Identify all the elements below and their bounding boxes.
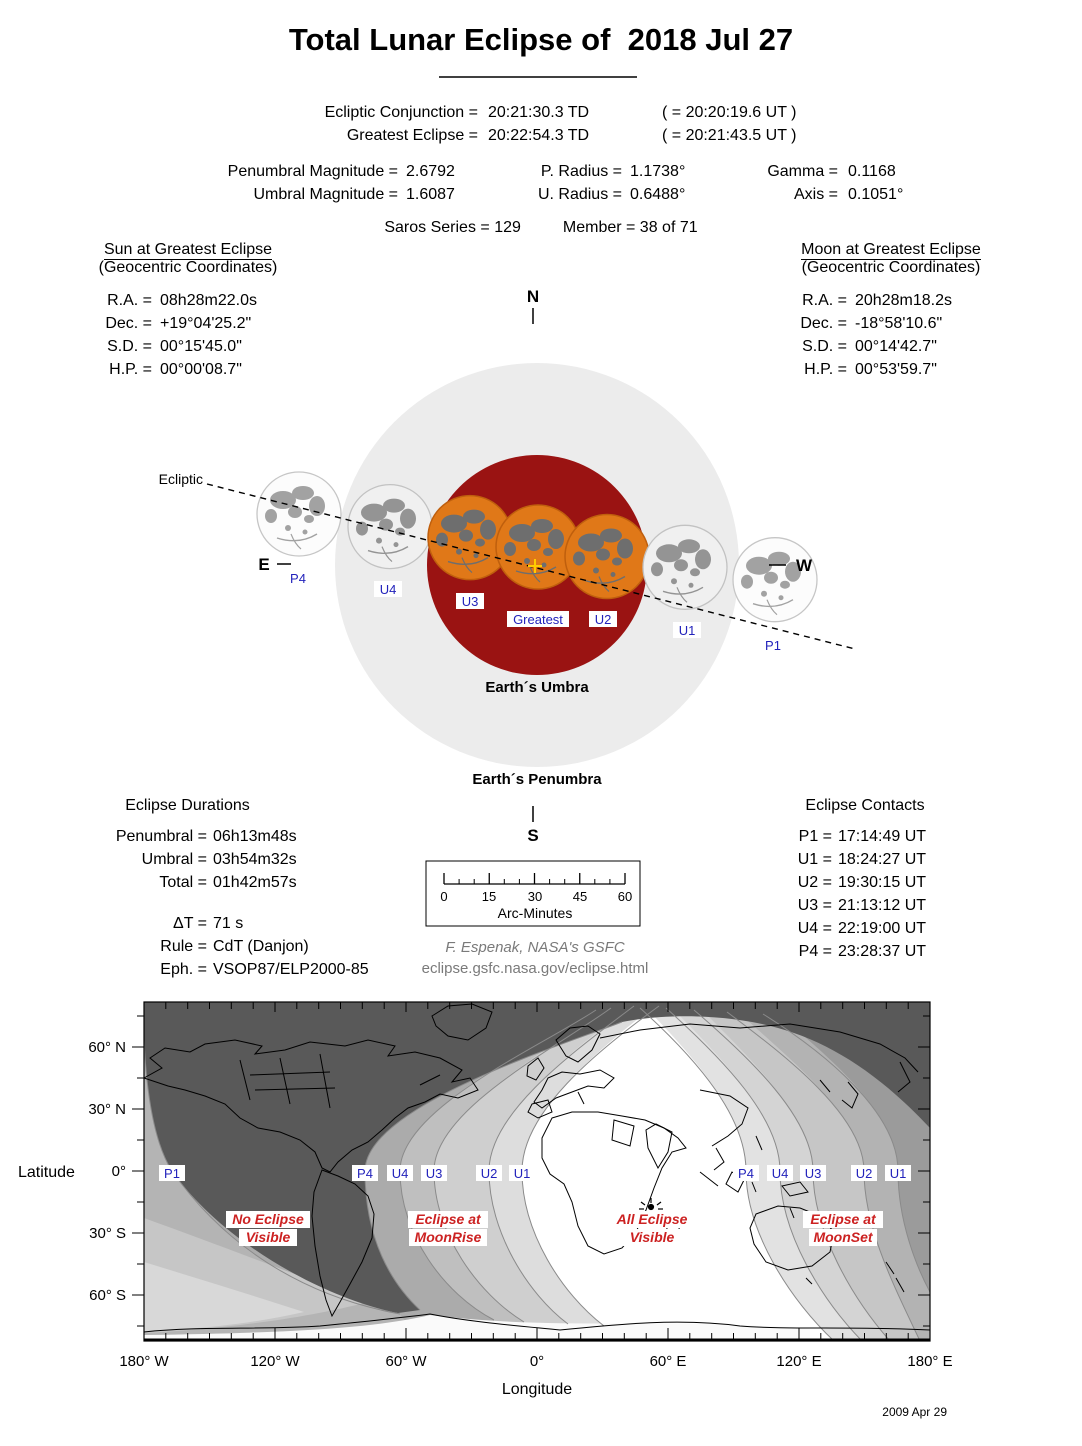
contact-u1-value: 18:24:27 UT xyxy=(838,851,927,868)
saros-series: Saros Series = 129 xyxy=(384,219,521,236)
region-no-eclipse-2: Visible xyxy=(245,1229,291,1245)
gamma-label: Gamma = xyxy=(767,163,838,180)
lat-0: 0° xyxy=(111,1163,126,1180)
ephemeris-rows xyxy=(85,912,369,981)
moon-sd-value: 00°14'42.7" xyxy=(855,338,937,355)
moon-coordinates xyxy=(795,289,1027,381)
sun-sd-label: S.D. = xyxy=(107,338,152,355)
map-label-p4-left: P4 xyxy=(357,1166,373,1181)
moon-p1 xyxy=(733,538,817,622)
region-moonrise-1: Eclipse at xyxy=(415,1211,481,1227)
east-label: E xyxy=(258,555,270,574)
region-all-eclipse-1: All Eclipse xyxy=(616,1211,688,1227)
map-label-u3-right: U3 xyxy=(804,1166,822,1181)
ephemeris-label: Eph. = xyxy=(160,961,207,978)
umbral-duration-label: Umbral = xyxy=(141,851,207,868)
moon-ra-label: R.A. = xyxy=(802,292,847,309)
lon-60e: 60° E xyxy=(649,1353,687,1370)
umbral-magnitude-value: 1.6087 xyxy=(406,186,455,203)
greatest-td: 20:22:54.3 TD xyxy=(488,127,590,144)
penumbral-duration-value: 06h13m48s xyxy=(213,828,297,845)
axis-label: Axis = xyxy=(793,186,838,203)
moon-dec-label: Dec. = xyxy=(800,315,847,332)
ecliptic-label: Ecliptic xyxy=(158,471,203,487)
p-radius-value: 1.1738° xyxy=(630,163,686,180)
moon-ra-value: 20h28m18.2s xyxy=(855,292,952,309)
conjunction-ut: ( = 20:20:19.6 UT ) xyxy=(662,104,797,121)
u-radius-value: 0.6488° xyxy=(630,186,686,203)
south-label: S xyxy=(527,826,539,845)
region-no-eclipse-1: No Eclipse xyxy=(232,1211,304,1227)
page-title: Total Lunar Eclipse of 2018 Jul 27 xyxy=(288,22,794,57)
conjunction-td: 20:21:30.3 TD xyxy=(488,104,590,121)
penumbra-label: Earth´s Penumbra xyxy=(472,771,602,788)
umbral-duration-value: 03h54m32s xyxy=(213,851,297,868)
lon-180e: 180° E xyxy=(907,1353,953,1370)
contact-u2-value: 19:30:15 UT xyxy=(838,874,927,891)
umbral-magnitude-label: Umbral Magnitude = xyxy=(253,186,398,203)
lon-0: 0° xyxy=(529,1353,545,1370)
u-radius-label: U. Radius = xyxy=(537,186,622,203)
svg-text:30: 30 xyxy=(527,889,543,904)
contacts-rows xyxy=(792,825,926,963)
rule-value: CdT (Danjon) xyxy=(213,938,309,955)
credit-url: eclipse.gsfc.nasa.gov/eclipse.html xyxy=(421,960,649,977)
total-duration-label: Total = xyxy=(159,874,207,891)
moon-sd-label: S.D. = xyxy=(802,338,847,355)
penumbral-magnitude-value: 2.6792 xyxy=(406,163,455,180)
contact-u4-value: 22:19:00 UT xyxy=(838,920,927,937)
sun-dec-value: +19°04'25.2" xyxy=(160,315,252,332)
penumbral-duration-label: Penumbral = xyxy=(115,828,207,845)
conjunction-row xyxy=(130,101,796,124)
penumbral-magnitude-label: Penumbral Magnitude = xyxy=(227,163,398,180)
lon-180w: 180° W xyxy=(119,1353,169,1370)
sun-sd-value: 00°15'45.0" xyxy=(160,338,242,355)
durations-rows xyxy=(85,825,297,894)
map-label-u4-left: U4 xyxy=(391,1166,409,1181)
lat-30n: 30° N xyxy=(88,1101,126,1118)
penumbral-magnitude-row xyxy=(130,160,903,183)
greatest-eclipse-row xyxy=(130,124,796,147)
map-label-p1-left: P1 xyxy=(164,1166,180,1181)
scale-bar xyxy=(426,861,640,926)
longitude-axis-title: Longitude xyxy=(501,1381,573,1398)
greatest-label: Greatest Eclipse = xyxy=(346,127,478,144)
contact-p4-value: 23:28:37 UT xyxy=(838,943,927,960)
map-label-u1-right: U1 xyxy=(889,1166,907,1181)
visibility-map xyxy=(18,1002,953,1419)
map-label-u2-left: U2 xyxy=(480,1166,498,1181)
west-label: W xyxy=(795,556,813,575)
contact-label-p1: P1 xyxy=(765,638,781,653)
delta-t-value: 71 s xyxy=(213,915,244,932)
sun-coordinates xyxy=(100,289,324,381)
contact-label-greatest: Greatest xyxy=(513,612,563,627)
rule-label: Rule = xyxy=(160,938,207,955)
contact-label-p4: P4 xyxy=(290,571,306,586)
moon-subheading: (Geocentric Coordinates) xyxy=(801,259,981,276)
gamma-value: 0.1168 xyxy=(848,163,896,180)
map-label-p4-right: P4 xyxy=(738,1166,754,1181)
region-moonset-2: MoonSet xyxy=(813,1229,873,1245)
total-duration-value: 01h42m57s xyxy=(213,874,297,891)
contact-u1-label: U1 = xyxy=(797,851,832,868)
lat-60s: 60° S xyxy=(89,1287,126,1304)
contact-u3-value: 21:13:12 UT xyxy=(838,897,927,914)
lon-60w: 60° W xyxy=(385,1353,427,1370)
saros-block xyxy=(0,219,1082,237)
moon-u1 xyxy=(643,525,727,609)
svg-text:0: 0 xyxy=(440,889,448,904)
delta-t-label: ΔT = xyxy=(173,915,207,932)
magnitude-block xyxy=(130,160,903,206)
scale-unit-label: Arc-Minutes xyxy=(497,905,573,921)
sun-hp-label: H.P. = xyxy=(109,361,152,378)
sun-dec-label: Dec. = xyxy=(105,315,152,332)
region-moonset-1: Eclipse at xyxy=(810,1211,876,1227)
lat-60n: 60° N xyxy=(88,1039,126,1056)
contact-label-u4: U4 xyxy=(379,582,397,597)
svg-text:15: 15 xyxy=(481,889,497,904)
contact-label-u1: U1 xyxy=(678,623,696,638)
moon-hp-value: 00°53'59.7" xyxy=(855,361,937,378)
moon-p4 xyxy=(257,472,341,556)
moon-heading: Moon at Greatest Eclipse xyxy=(801,241,981,258)
contact-u2-label: U2 = xyxy=(797,874,832,891)
sun-block xyxy=(52,241,324,381)
sun-heading: Sun at Greatest Eclipse xyxy=(103,241,273,258)
svg-text:45: 45 xyxy=(572,889,588,904)
region-all-eclipse-2: Visible xyxy=(629,1229,675,1245)
moon-block xyxy=(755,241,1027,381)
map-label-u4-right: U4 xyxy=(771,1166,789,1181)
map-label-u1-left: U1 xyxy=(513,1166,531,1181)
contact-p1-value: 17:14:49 UT xyxy=(838,828,927,845)
umbra-label: Earth´s Umbra xyxy=(485,679,589,696)
saros-member: Member = 38 of 71 xyxy=(562,219,698,236)
contact-label-u2: U2 xyxy=(594,612,612,627)
ephemeris-value: VSOP87/ELP2000-85 xyxy=(213,961,369,978)
north-label: N xyxy=(526,287,540,306)
greatest-ut: ( = 20:21:43.5 UT ) xyxy=(662,127,797,144)
lon-120w: 120° W xyxy=(250,1353,300,1370)
axis-value: 0.1051° xyxy=(848,186,904,203)
sun-subheading: (Geocentric Coordinates) xyxy=(98,259,278,276)
sun-ra-value: 08h28m22.0s xyxy=(160,292,257,309)
conjunction-block xyxy=(130,101,796,147)
lon-120e: 120° E xyxy=(776,1353,822,1370)
moon-u4 xyxy=(348,485,432,569)
contacts-heading: Eclipse Contacts xyxy=(805,797,925,814)
moon-dec-value: -18°58'10.6" xyxy=(855,315,943,332)
durations-heading: Eclipse Durations xyxy=(125,797,250,814)
svg-text:60: 60 xyxy=(617,889,633,904)
conjunction-label: Ecliptic Conjunction = xyxy=(324,104,478,121)
sun-hp-value: 00°00'08.7" xyxy=(160,361,242,378)
contact-u4-label: U4 = xyxy=(797,920,832,937)
sun-ra-label: R.A. = xyxy=(107,292,152,309)
p-radius-label: P. Radius = xyxy=(540,163,622,180)
contact-p4-label: P4 = xyxy=(798,943,832,960)
contact-label-u3: U3 xyxy=(461,594,479,609)
date-stamp: 2009 Apr 29 xyxy=(882,1405,947,1419)
umbral-magnitude-row xyxy=(130,183,903,206)
credit-author: F. Espenak, NASA's GSFC xyxy=(445,939,625,956)
contact-p1-label: P1 = xyxy=(798,828,832,845)
map-label-u2-right: U2 xyxy=(855,1166,873,1181)
latitude-axis-title: Latitude xyxy=(18,1164,75,1181)
moon-hp-label: H.P. = xyxy=(804,361,847,378)
map-label-u3-left: U3 xyxy=(425,1166,443,1181)
contact-u3-label: U3 = xyxy=(797,897,832,914)
lat-30s: 30° S xyxy=(89,1225,126,1242)
region-moonrise-2: MoonRise xyxy=(414,1229,482,1245)
